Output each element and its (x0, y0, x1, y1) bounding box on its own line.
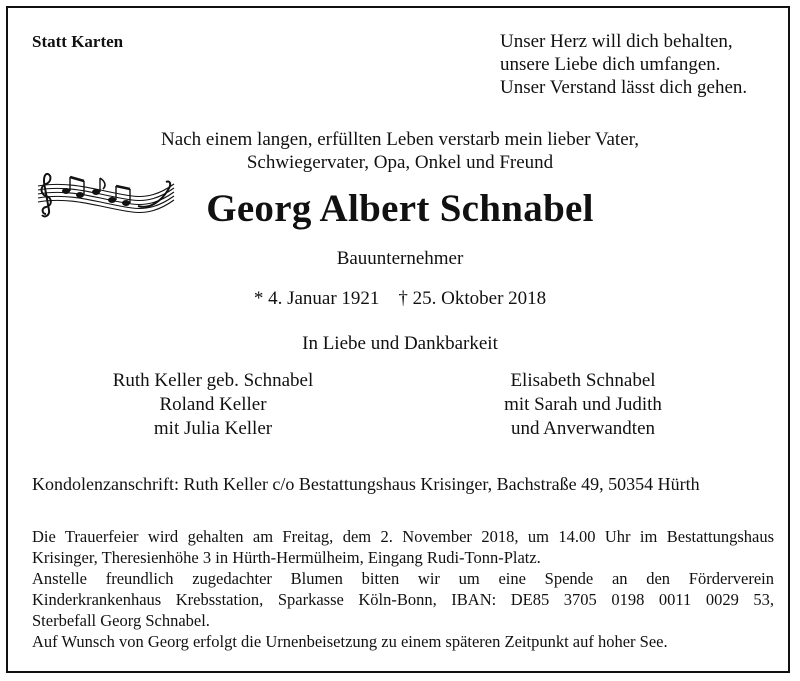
poem-line: Unser Herz will dich behalten, (500, 31, 733, 52)
intro-line: Schwiegervater, Opa, Onkel und Freund (246, 152, 554, 173)
mourners-right (438, 369, 728, 441)
details-line: Auf Wunsch von Georg erfolgt die Urnenbeisetzung zu einem späteren Zeitpunkt auf hoher See. (32, 632, 668, 651)
mourners-left (48, 369, 378, 441)
details-line: Kinderkrankenhaus Krebsstation, Sparkasse Köln-Bonn, IBAN: DE85 3705 0198 0011 0029 53, (32, 590, 774, 609)
details-line: Sterbefall Georg Schnabel. (32, 611, 210, 630)
details-line: Anstelle freundlich zugedachter Blumen bitten wir um eine Spende an den Förderverein (32, 569, 774, 588)
mourner-name: mit Sarah und Judith (504, 394, 662, 415)
poem-line: unsere Liebe dich umfangen. (500, 54, 721, 75)
mourner-name: und Anverwandten (510, 418, 656, 439)
deceased-name: Georg Albert Schnabel (206, 187, 594, 230)
mourner-name: Ruth Keller geb. Schnabel (112, 370, 314, 391)
details-line: Die Trauerfeier wird gehalten am Freitag, dem 2. November 2018, um 14.00 Uhr im Bestattungshaus (32, 527, 774, 546)
intro-text (8, 128, 792, 174)
mourner-name: mit Julia Keller (153, 418, 273, 439)
mourner-name: Elisabeth Schnabel (510, 370, 656, 391)
mourners-heading: In Liebe und Dankbarkeit (302, 333, 498, 354)
details-line: Krisinger, Theresienhöhe 3 in Hürth-Hermülheim, Eingang Rudi-Tonn-Platz. (32, 548, 541, 567)
ceremony-details (32, 526, 774, 652)
mourner-name: Roland Keller (159, 394, 267, 415)
life-dates: * 4. Januar 1921 † 25. Oktober 2018 (253, 288, 547, 309)
profession: Bauunternehmer (336, 248, 464, 269)
intro-line: Nach einem langen, erfüllten Leben verstarb mein lieber Vater, (161, 129, 639, 150)
statt-karten-label: Statt Karten (32, 32, 124, 51)
obituary-frame (6, 6, 790, 673)
poem-line: Unser Verstand lässt dich gehen. (500, 77, 748, 98)
poem (500, 30, 780, 99)
condolence-address: Kondolenzanschrift: Ruth Keller c/o Bestattungshaus Krisinger, Bachstraße 49, 50354 Hürth (32, 474, 700, 494)
